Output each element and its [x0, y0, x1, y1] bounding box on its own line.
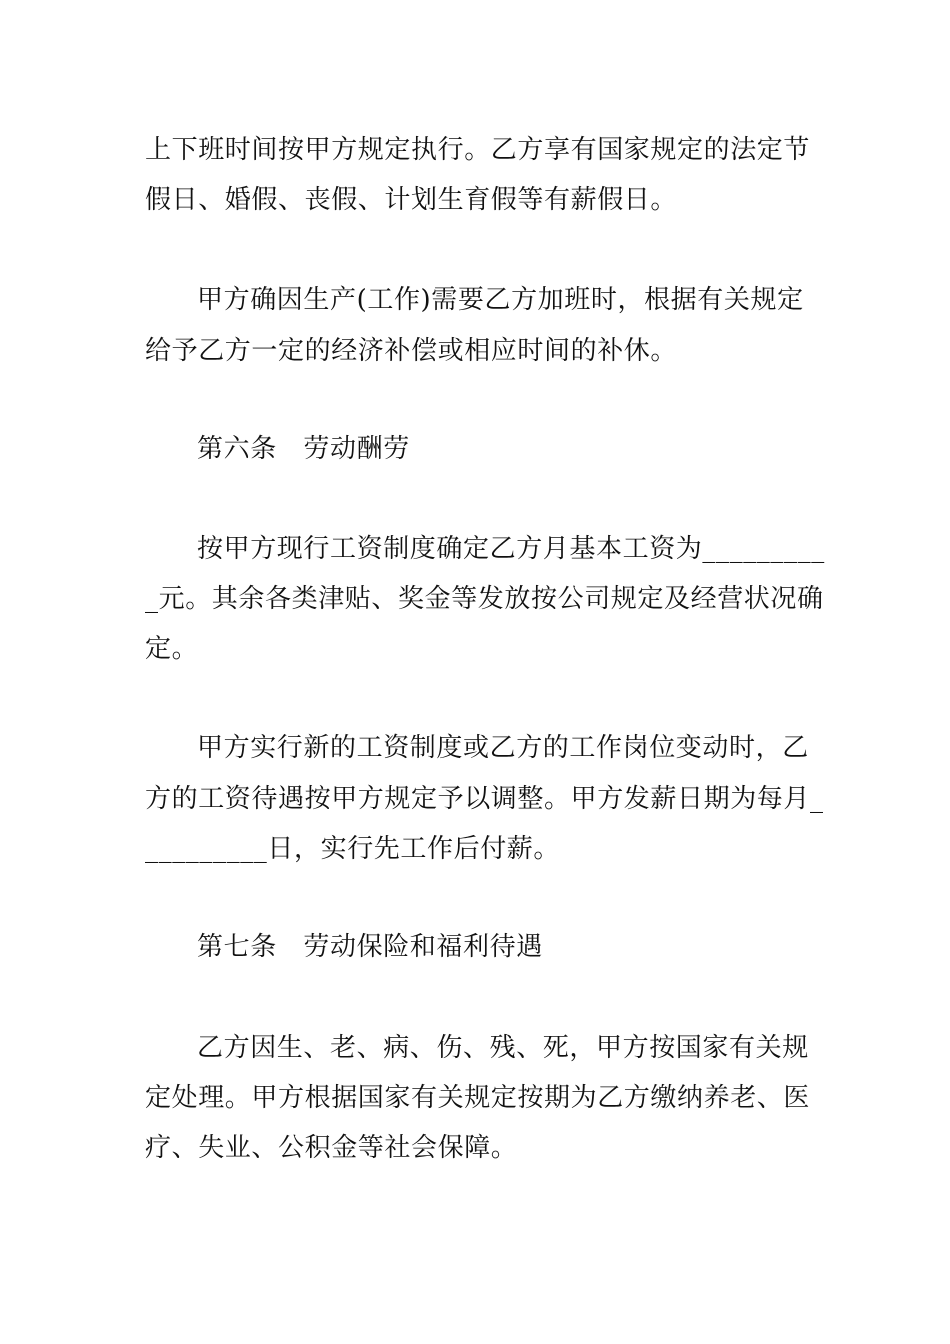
base-salary-line-2: _元。其余各类津贴、奖金等发放按公司规定及经营状况确	[145, 584, 824, 614]
salary-adjustment-line-2: 方的工资待遇按甲方规定予以调整。甲方发薪日期为每月_	[145, 784, 824, 814]
base-salary-line-3: 定。	[145, 634, 199, 664]
overtime-line-1: 甲方确因生产(工作)需要乙方加班时，根据有关规定	[197, 285, 804, 315]
base-salary-line-1: 按甲方现行工资制度确定乙方月基本工资为_________	[197, 534, 825, 564]
salary-adjustment-line-3: _________日，实行先工作后付薪。	[145, 834, 561, 864]
work-hours-line-2: 假日、婚假、丧假、计划生育假等有薪假日。	[145, 185, 678, 215]
social-insurance-line-1: 乙方因生、老、病、伤、残、死，甲方按国家有关规	[197, 1033, 809, 1063]
social-insurance-line-2: 定处理。甲方根据国家有关规定按期为乙方缴纳养老、医	[145, 1083, 811, 1113]
article-7-heading: 第七条 劳动保险和福利待遇	[197, 932, 543, 962]
social-insurance-line-3: 疗、失业、公积金等社会保障。	[145, 1133, 518, 1163]
salary-adjustment-line-1: 甲方实行新的工资制度或乙方的工作岗位变动时，乙	[197, 733, 809, 763]
work-hours-line-1: 上下班时间按甲方规定执行。乙方享有国家规定的法定节	[145, 135, 811, 165]
overtime-line-2: 给予乙方一定的经济补偿或相应时间的补休。	[145, 336, 678, 366]
article-6-heading: 第六条 劳动酬劳	[197, 434, 410, 464]
